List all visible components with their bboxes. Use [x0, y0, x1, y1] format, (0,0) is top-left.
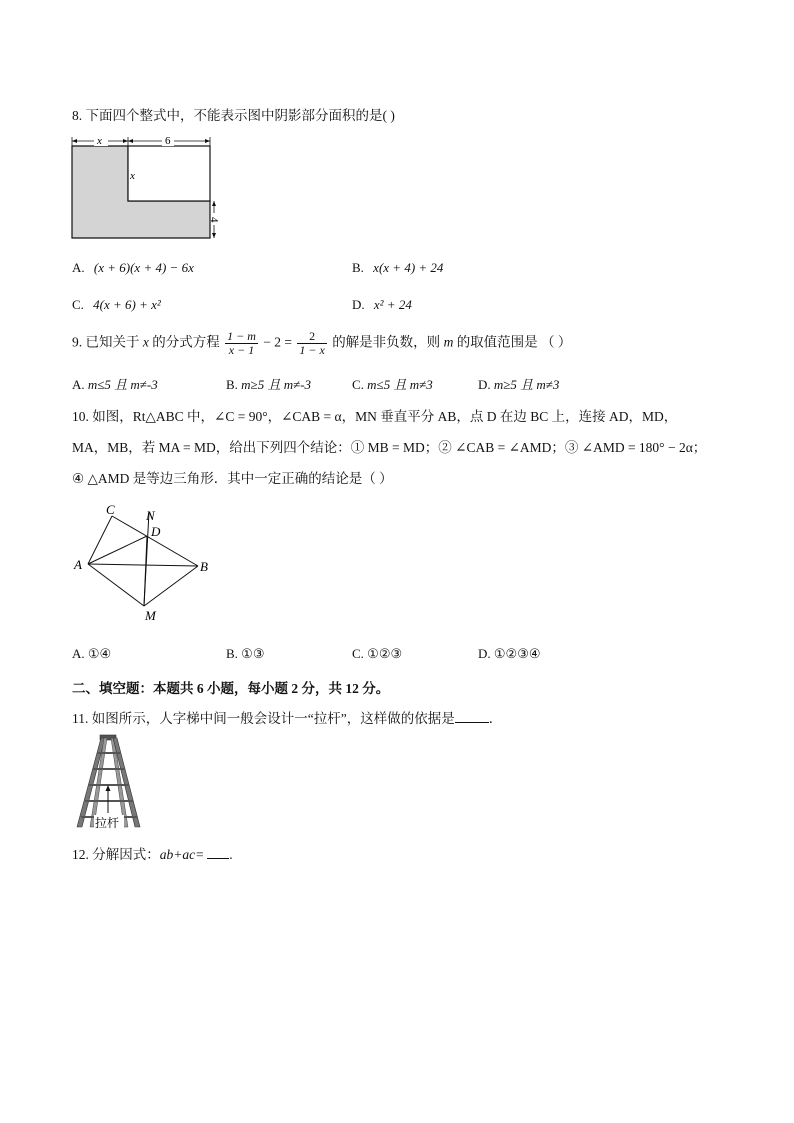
label-6: 6	[165, 135, 171, 147]
q10-line-1: 10. 如图，Rt△ABC 中，∠C = 90°，∠CAB = α，MN 垂直平分 AB，点 D 在边 BC 上，连接 AD，MD，	[72, 409, 678, 424]
q8-option-b: B. x(x + 4) + 24	[352, 260, 444, 275]
q10-option-d: D. ①②③④	[478, 646, 541, 661]
section-2-title: 二、填空题：本题共 6 小题，每小题 2 分，共 12 分。	[72, 681, 390, 696]
ladder-left-front-leg	[77, 738, 105, 827]
q9-stem: 9. 已知关于 x 的分式方程 $\frac{1 - m}{x - 1}$ − 2 = $\frac{2}{1 - x}$ 的解是非负数，则 m 的取值范围是 （ ）	[72, 329, 572, 357]
q9-option-c: C. m≤5 且 m≠3	[352, 377, 433, 392]
q9-fraction-1: $\frac{1 - m}{x - 1}$	[227, 329, 256, 357]
q8-option-a: A. (x + 6)(x + 4) − 6x	[72, 260, 194, 275]
ladder-right-front-leg	[113, 738, 140, 827]
point-n-label: N	[146, 508, 155, 523]
segment-mb	[144, 566, 198, 606]
q9-option-a: A. m≤5 且 m≠-3	[72, 377, 158, 392]
q10-option-c: C. ①②③	[352, 646, 403, 661]
segment-ab	[88, 564, 198, 566]
q10-line-2: MA，MB，若 MA = MD，给出下列四个结论：① MB = MD；② ∠CAB = ∠AMD；③ ∠AMD = 180° − 2α；	[72, 440, 707, 455]
q8-stem: 8. 下面四个整式中，不能表示图中阴影部分面积的是( )	[72, 108, 395, 123]
q8-option-d: D. x² + 24	[352, 297, 412, 312]
q10-figure	[70, 500, 215, 628]
q10-line-3: ④ △AMD 是等边三角形．其中一定正确的结论是（ ）	[72, 471, 393, 486]
segment-ac	[88, 516, 112, 564]
segment-md	[144, 536, 147, 606]
point-d-label: D	[151, 524, 161, 539]
point-b-label: B	[200, 559, 208, 574]
label-x-side: x	[130, 170, 135, 182]
point-a-label: A	[74, 557, 82, 572]
label-4: 4	[208, 217, 220, 223]
label-x-top: x	[97, 135, 102, 147]
q10-option-a: A. ①④	[72, 646, 112, 661]
q9-fraction-2: $\frac{2}{1 - x}$	[299, 329, 325, 357]
q11-stem: 11. 如图所示，人字梯中间一般会设计一“拉杆”，这样做的依据是 ．	[72, 711, 503, 726]
q11-ladder-figure	[74, 733, 146, 831]
crossbar-label: 拉杆	[95, 816, 120, 830]
white-rectangle	[128, 146, 210, 201]
q12-stem: 12. 分解因式：ab+ac= .	[72, 847, 233, 862]
segment-ma	[88, 564, 144, 606]
q11-answer-blank[interactable]	[455, 722, 489, 723]
q9-option-b: B. m≥5 且 m≠-3	[226, 377, 312, 392]
q8-figure	[66, 132, 226, 244]
point-c-label: C	[106, 502, 115, 517]
point-m-label: M	[145, 608, 156, 623]
q10-option-b: B. ①③	[226, 646, 265, 661]
q9-option-d: D. m≥5 且 m≠3	[478, 377, 560, 392]
q8-option-c: C. 4(x + 6) + x²	[72, 297, 161, 312]
segment-ad	[88, 536, 147, 564]
q12-answer-blank[interactable]	[207, 858, 229, 859]
